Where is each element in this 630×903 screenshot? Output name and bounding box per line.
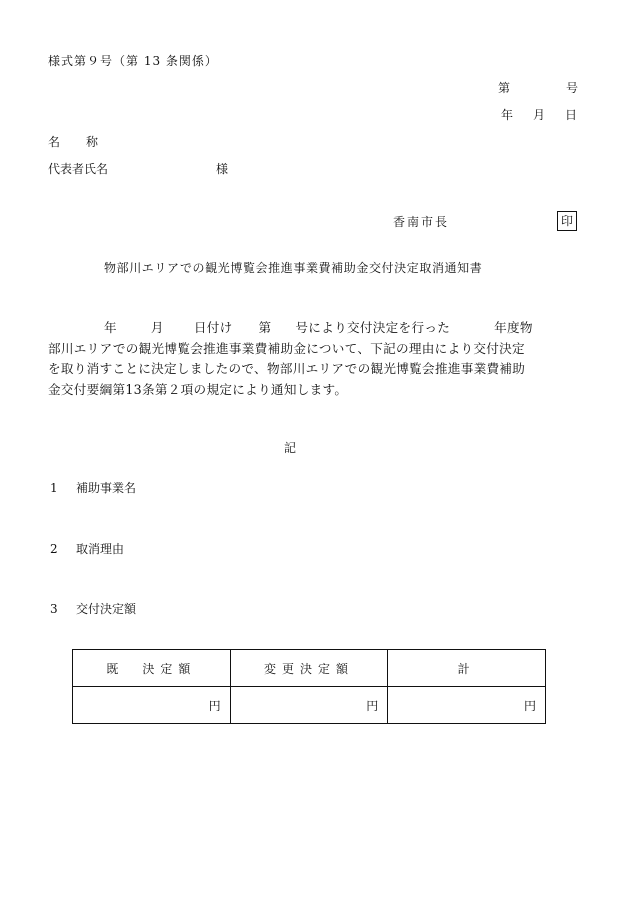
body-fiscal: 年度物	[494, 320, 533, 335]
body-line-4: 金交付要綱第13条第２項の規定により通知します。	[48, 381, 348, 397]
item-cancel-reason	[50, 541, 124, 557]
body-decision: 号により交付決定を行った	[295, 320, 451, 335]
header-existing-amount: 既 決定額	[73, 650, 231, 687]
item-label: 補助事業名	[76, 481, 137, 495]
ki-heading: 記	[284, 441, 297, 455]
document-number-suffix: 号	[566, 81, 579, 95]
body-line-3: を取り消すことに決定しましたので、物部川エリアでの観光博覧会推進事業費補助	[48, 361, 526, 376]
document-date	[501, 107, 577, 123]
date-day-label: 日	[565, 108, 578, 122]
item-number: 1	[50, 481, 58, 495]
item-label: 取消理由	[76, 542, 125, 556]
item-number: 2	[50, 542, 58, 556]
header-changed-amount: 変更決定額	[230, 650, 388, 687]
honorific: 様	[216, 162, 229, 176]
item-subsidy-project	[50, 480, 136, 496]
document-number	[498, 80, 578, 96]
body-line-1	[48, 318, 582, 339]
item-grant-amount	[50, 601, 136, 617]
body-month: 月	[150, 320, 164, 335]
item-label: 交付決定額	[76, 602, 137, 616]
changed-amount-cell: 円	[230, 687, 388, 724]
form-number: 様式第９号（第 13 条関係）	[48, 54, 218, 68]
total-amount-cell: 円	[388, 687, 546, 724]
body-no: 第	[258, 320, 272, 335]
amount-table-header-row	[73, 650, 546, 687]
body-text	[48, 318, 582, 400]
recipient-name-label	[48, 134, 98, 150]
date-month-label: 月	[533, 108, 546, 122]
recipient-name-char-2: 称	[86, 135, 99, 149]
date-year-label: 年	[501, 108, 514, 122]
amount-table	[72, 649, 546, 724]
existing-amount-cell: 円	[73, 687, 231, 724]
item-number: 3	[50, 602, 58, 616]
issuer-title: 香南市長	[393, 215, 450, 229]
body-year: 年	[104, 320, 117, 335]
body-dated: 日付け	[193, 320, 233, 335]
header-total: 計	[388, 650, 546, 687]
seal-mark: 印	[557, 211, 577, 231]
document-title: 物部川エリアでの観光博覧会推進事業費補助金交付決定取消通知書	[104, 261, 483, 275]
amount-table-value-row	[73, 687, 546, 724]
representative-label: 代表者氏名	[48, 162, 109, 176]
body-line-2: 部川エリアでの観光博覧会推進事業費補助金について、下記の理由により交付決定	[48, 340, 525, 356]
recipient-name-char-1: 名	[48, 135, 61, 149]
document-number-prefix: 第	[498, 81, 511, 95]
